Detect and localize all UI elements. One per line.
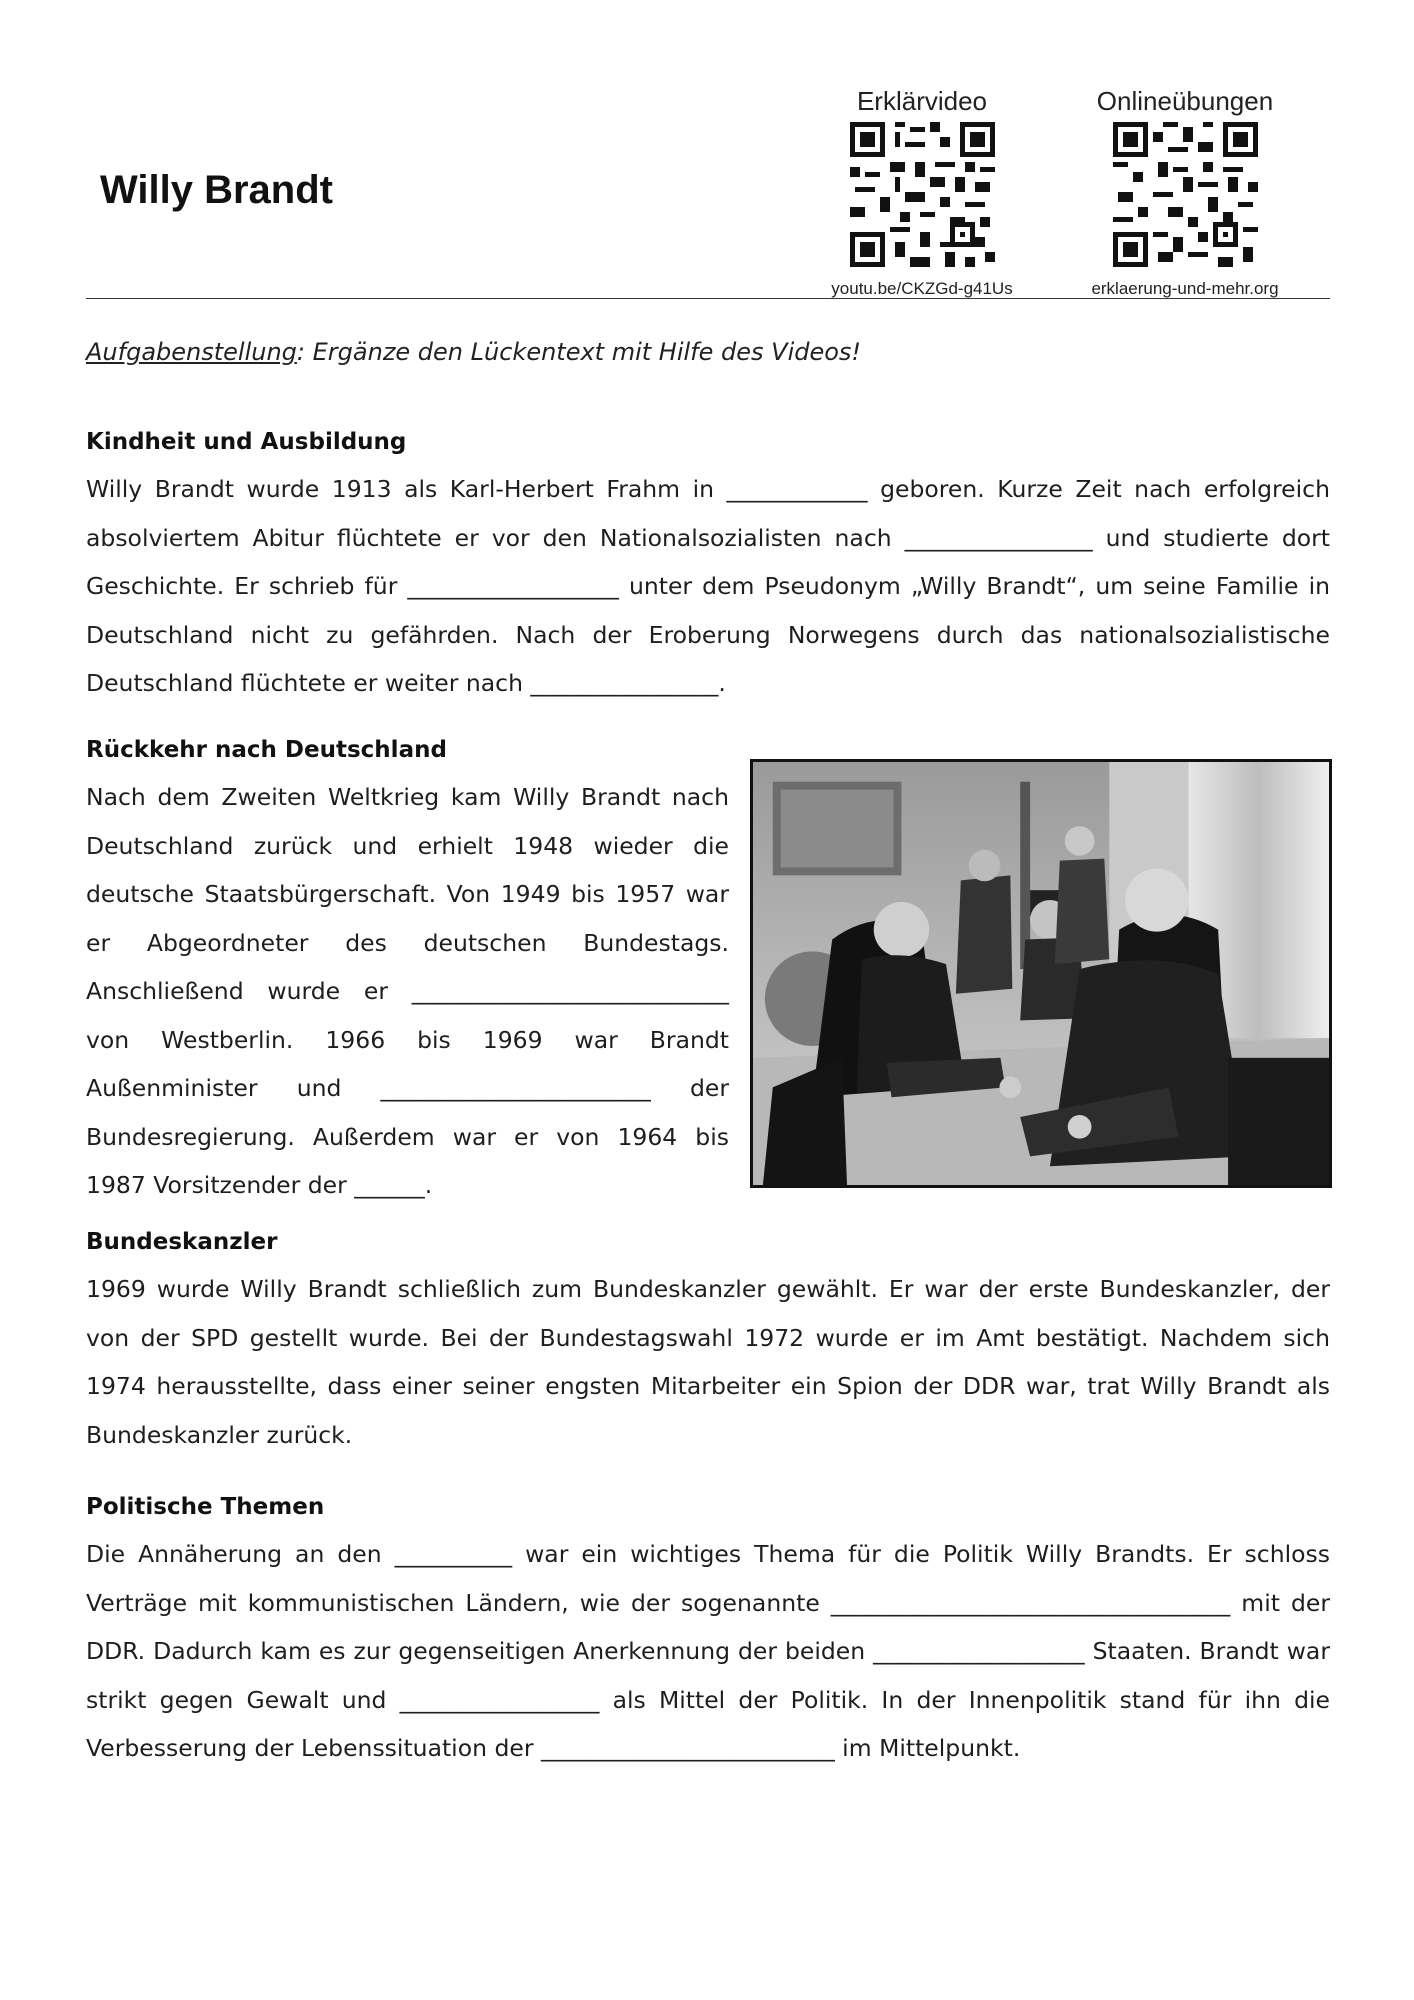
heading-kindheit: Kindheit und Ausbildung [86,429,407,455]
page-title: Willy Brandt [100,168,333,212]
task-label: Aufgabenstellung [86,338,297,366]
video-url[interactable]: youtu.be/CKZGd-g41Us [831,279,1013,298]
online-url[interactable]: erklaerung-und-mehr.org [1091,279,1279,298]
paragraph-rueckkehr: Nach dem Zweiten Weltkrieg kam Willy Brandt nach Deutschland zurück und erhielt 1948 wieder die deutsche Staatsbürgerschaft. Von 1949 bis 1957 war er Abgeordneter des deutschen Bundestags. Anschließend wurde er ___________________________ von Westberlin. 1966 bis 1969 war Brandt Außenminister und _______________________ der Bundesregierung. Außerdem war er von 1964 bis 1987 Vorsitzender der ______. [86,783,729,1199]
online-qr-block[interactable] [1075,84,1295,299]
heading-themen: Politische Themen [86,1494,325,1520]
header-divider [86,298,1330,299]
qr-code-icon[interactable] [1113,122,1258,267]
paragraph-kanzler: 1969 wurde Willy Brandt schließlich zum Bundeskanzler gewählt. Er war der erste Bundeskanzler, der von der SPD gestellt wurde. Bei der Bundestagswahl 1972 wurde er im Amt bestätigt. Nachdem sich 1974 herausstellte, dass einer seiner engsten Mitarbeiter ein Spion der DDR war, trat Willy Brandt als Bundeskanzler zurück. [86,1275,1330,1449]
online-qr-caption: Onlineübungen [1096,86,1274,116]
video-qr-caption: Erklärvideo [856,86,988,116]
heading-kanzler: Bundeskanzler [86,1229,278,1255]
qr-code-icon[interactable] [850,122,995,267]
photo-brandt-kennedy [750,759,1332,1188]
task-text: Ergänze den Lückentext mit Hilfe des Videos! [305,338,862,366]
paragraph-themen: Die Annäherung an den __________ war ein wichtiges Thema für die Politik Willy Brandts. Er schloss Verträge mit kommunistischen Ländern, wie der sogenannte __________________________________ mit der DDR. Dadurch kam es zur gegenseitigen Anerkennung der beiden __________________ Staaten. Brandt war strikt gegen Gewalt und _________________ als Mittel der Politik. In der Innenpolitik stand für ihn die Verbesserung der Lebenssituation der _________________________ im Mittelpunkt. [86,1540,1330,1762]
task-instruction [86,335,1336,369]
paragraph-kindheit: Willy Brandt wurde 1913 als Karl-Herbert Frahm in ____________ geboren. Kurze Zeit nach erfolgreich absolviertem Abitur flüchtete er vor den Nationalsozialisten nach ________________ und studierte dort Geschichte. Er schrieb für __________________ unter dem Pseudonym „Willy Brandt“, um seine Familie in Deutschland nicht zu gefährden. Nach der Eroberung Norwegens durch das nationalsozialistische Deutschland flüchtete er weiter nach ________________. [86,475,1330,697]
video-qr-block[interactable] [812,84,1032,299]
photo-image [753,762,1329,1185]
heading-rueckkehr: Rückkehr nach Deutschland [86,737,447,763]
task-colon: : [296,338,305,366]
